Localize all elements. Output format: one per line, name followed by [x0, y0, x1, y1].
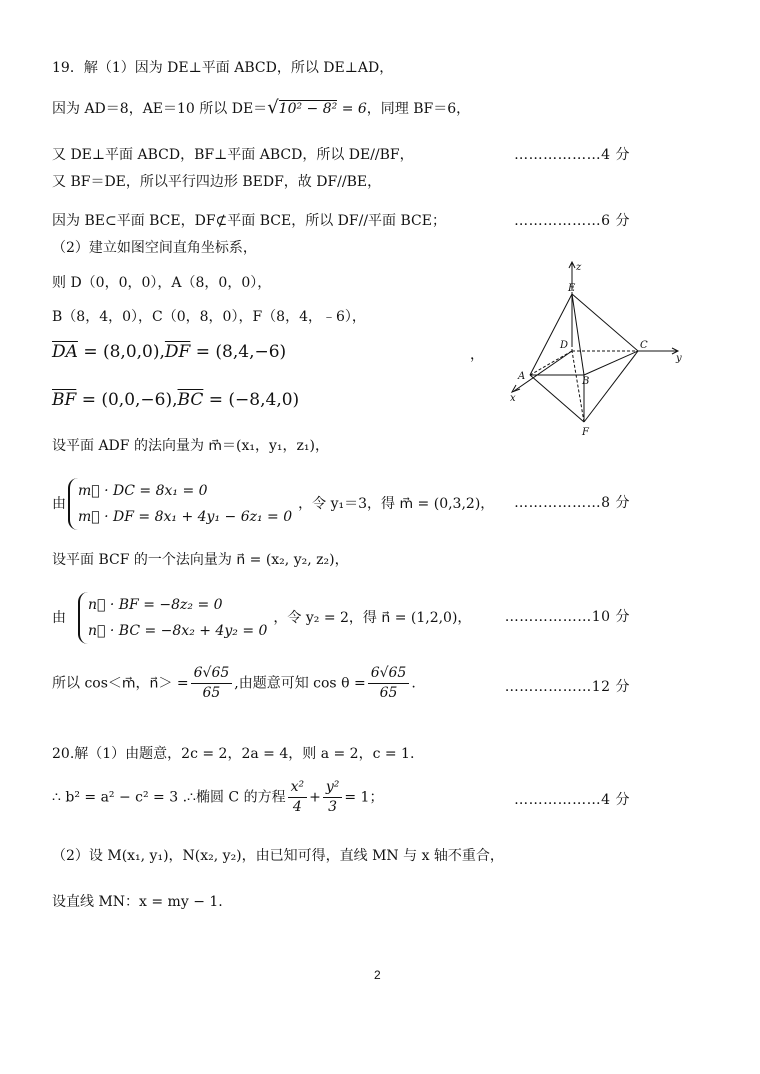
bc-line [584, 351, 638, 375]
vector-da: $\overline{DA}$ [52, 342, 78, 362]
ellipse-x-den: 4 [292, 799, 302, 815]
ellipse-equals: = 1； [344, 789, 384, 806]
p20-line-4: 设直线 MN：x = my − 1. [52, 894, 223, 910]
p19-line-2-tail: ，同理 BF＝6， [366, 101, 471, 117]
system-2-row-1: n⃗ · BF = −8z₂ = 0 [88, 597, 223, 613]
p20-line-2-text: ∴ b² = a² − c² = 3 .∴椭圆 C 的方程 [52, 789, 286, 806]
ellipse-plus: + [309, 789, 321, 806]
p19-line-3: 又 DE⊥平面 ABCD，BF⊥平面 ABCD，所以 DE//BF， [52, 147, 414, 163]
score-8: ………………8 分 [514, 495, 630, 511]
p19-line-7: 则 D（0，0，0），A（8，0，0）， [52, 275, 272, 291]
side-comma: ， [470, 347, 484, 363]
label-b: B [582, 376, 590, 387]
p19-line-4: 又 BF＝DE，所以平行四边形 BEDF，故 DF//BE， [52, 174, 382, 190]
p19-line-5: 因为 BE⊂平面 BCE，DF⊄平面 BCE，所以 DF//平面 BCE； [52, 213, 446, 229]
system-1-brace [68, 478, 292, 530]
vector-bc: $\overline{BC}$ [177, 390, 204, 410]
vector-df: $\overline{DF}$ [164, 342, 191, 362]
cosine-num-1: 6√65 [191, 664, 233, 684]
p19-line-1: 19．解（1）因为 DE⊥平面 ABCD，所以 DE⊥AD， [52, 60, 394, 76]
p19-line-6: （2）建立如图空间直角坐标系， [52, 240, 257, 256]
vector-bf-value: = (0,0,−6), [76, 390, 178, 410]
fa-line [530, 375, 584, 422]
system-1-row-1: m⃗ · DC = 8x₁ = 0 [78, 483, 208, 499]
cosine-den-1: 65 [202, 685, 221, 701]
ellipse-x-num: x² [288, 778, 308, 798]
system-2-result: ，令 y₂ = 2，得 n⃗ = (1,2,0)， [273, 610, 472, 626]
ea-line [530, 294, 572, 375]
vector-df-value: = (8,4,−6) [190, 342, 287, 362]
system-2-brace [78, 592, 267, 644]
sqrt-symbol: √ [267, 97, 279, 118]
ellipse-y-den: 3 [328, 799, 338, 815]
vector-bc-value: = (−8,4,0) [203, 390, 300, 410]
system-1-row-2: m⃗ · DF = 8x₁ + 4y₁ − 6z₁ = 0 [78, 509, 293, 525]
vector-bf: $\overline{BF}$ [52, 390, 77, 410]
vector-da-value: = (8,0,0), [77, 342, 165, 362]
p19-line-13: 设平面 BCF 的一个法向量为 n⃗ = (x₂, y₂, z₂)， [52, 552, 349, 568]
score-10: ………………10 分 [504, 609, 630, 625]
fc-line [584, 351, 638, 422]
sqrt-radicand: 10² − 8² [278, 101, 338, 117]
cosine-end: . [411, 675, 416, 692]
vector-line-1 [52, 342, 286, 362]
x-arrow [512, 385, 520, 392]
p20-line-1: 20.解（1）由题意，2c = 2，2a = 4，则 a = 2，c = 1. [52, 746, 415, 762]
label-a: A [518, 371, 526, 382]
p19-line-11: 设平面 ADF 的法向量为 m⃗＝(x₁，y₁，z₁)， [52, 438, 329, 454]
ellipse-fraction-y [323, 778, 343, 817]
p19-line-2-text: 因为 AD＝8，AE＝10 所以 DE＝ [52, 101, 268, 117]
cosine-den-2: 65 [379, 685, 398, 701]
p20-score-4: ………………4 分 [514, 792, 630, 808]
label-z: z [576, 262, 582, 273]
de-value: = 6 [337, 101, 367, 117]
score-4: ………………4 分 [514, 147, 630, 163]
label-c: C [640, 340, 648, 351]
cosine-mid: ,由题意可知 cos θ = [234, 675, 366, 692]
coordinate-figure [500, 258, 690, 440]
label-f: F [582, 427, 589, 438]
system-1-result: ，令 y₁＝3，得 m⃗ = (0,3,2)， [298, 496, 495, 512]
vector-line-2 [52, 390, 299, 410]
cosine-num-2: 6√65 [368, 664, 410, 684]
system-2-prefix: 由 [52, 610, 66, 626]
ec-line [572, 294, 638, 351]
cosine-fraction-2 [368, 664, 410, 703]
label-x: x [510, 393, 516, 404]
p20-line-3: （2）设 M(x₁, y₁)，N(x₂, y₂)，由已知可得，直线 MN 与 x 轴不重合， [52, 848, 504, 864]
cosine-line [52, 664, 416, 703]
cosine-label: 所以 cos＜m⃗，n⃗＞ = [52, 675, 189, 692]
system-2-row-2: n⃗ · BC = −8x₂ + 4y₂ = 0 [88, 623, 268, 639]
cosine-fraction-1 [191, 664, 233, 703]
label-d: D [560, 340, 569, 351]
system-1-prefix: 由 [52, 496, 66, 512]
ellipse-y-num: y² [323, 778, 343, 798]
p20-line-2 [52, 778, 383, 817]
system-2 [52, 592, 471, 644]
label-e: E [568, 283, 576, 294]
p19-line-8: B（8，4，0），C（0，8，0），F（8，4，﹣6）， [52, 309, 366, 325]
system-1 [52, 478, 494, 530]
score-6: ………………6 分 [514, 213, 630, 229]
page-number: 2 [374, 968, 381, 982]
label-y: y [676, 353, 682, 364]
score-12: ………………12 分 [504, 679, 630, 695]
ellipse-fraction-x [288, 778, 308, 817]
p19-line-2 [52, 98, 470, 119]
